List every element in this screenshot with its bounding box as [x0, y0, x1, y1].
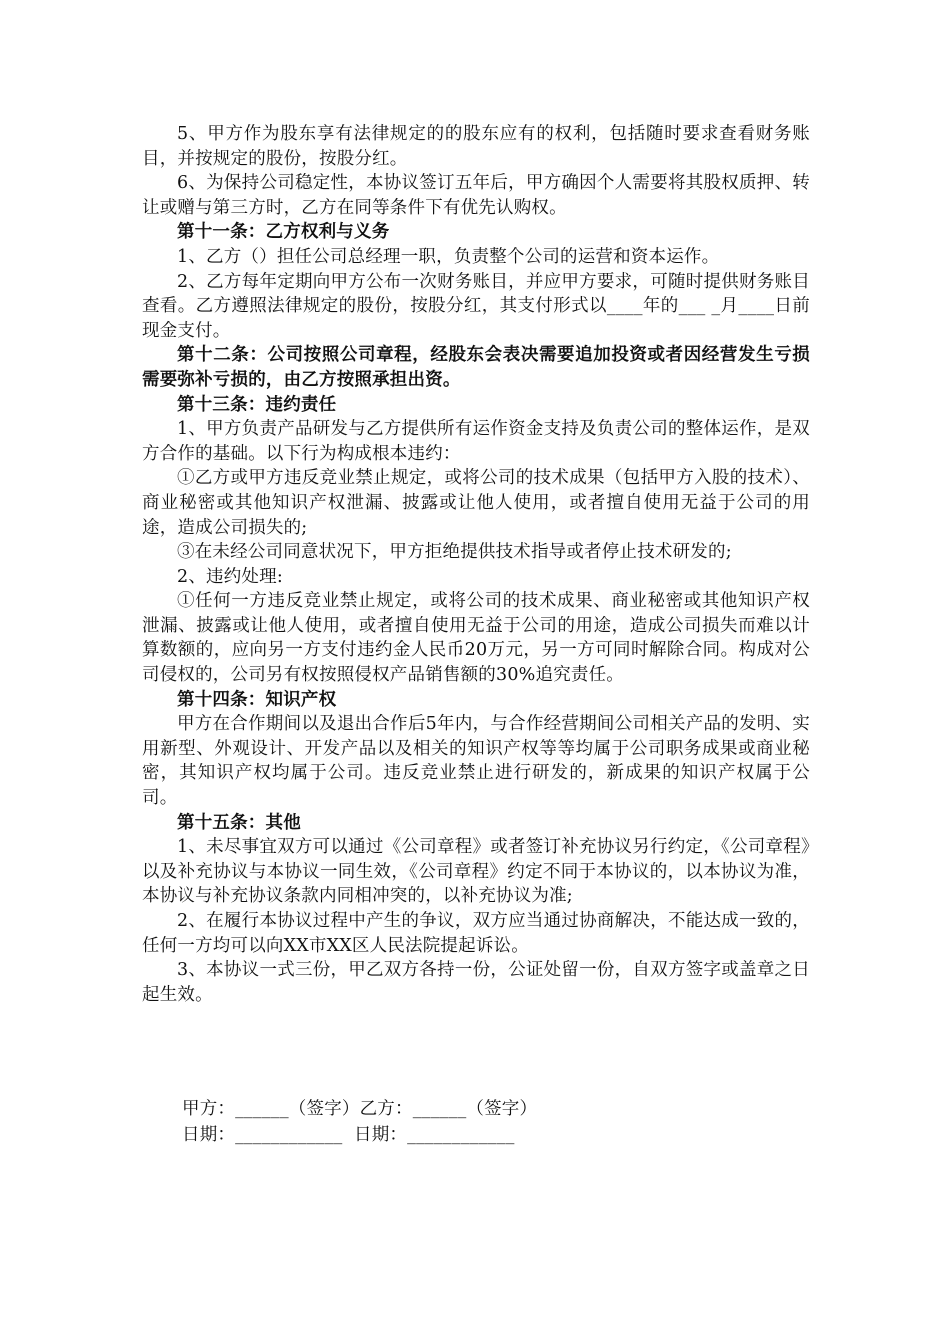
signature-line-party: 甲方：______（签字）乙方：______（签字）: [182, 1099, 538, 1119]
clause-paragraph: 2、乙方每年定期向甲方公布一次财务账目，并应甲方要求，可随时提供财务账目查看。乙方遵照法律规定的股份，按股分红，其支付形式以____年的___ _月____日前现金支付。: [142, 271, 810, 341]
clause-paragraph: 甲方在合作期间以及退出合作后5年内，与合作经营期间公司相关产品的发明、实用新型、外观设计、开发产品以及相关的知识产权等等均属于公司职务成果或商业秘密，其知识产权均属于公司。违反竞业禁止进行研发的，新成果的知识产权属于公司。: [142, 714, 810, 809]
clause-paragraph: ③在未经公司同意状况下，甲方拒绝提供技术指导或者停止技术研发的;: [177, 542, 732, 563]
paragraph-list: [142, 122, 810, 1007]
clause-paragraph: 3、本协议一式三份，甲乙双方各持一份，公证处留一份，自双方签字或盖章之日起生效。: [142, 960, 810, 1005]
signature-line-date: 日期：____________ 日期：____________: [182, 1125, 515, 1145]
clause-paragraph: 2、在履行本协议过程中产生的争议，双方应当通过协商解决，不能达成一致的，任何一方均可以向XX市XX区人民法院提起诉讼。: [142, 911, 810, 956]
article-heading: 第十五条：其他: [177, 812, 301, 833]
article-heading: 第十二条：公司按照公司章程，经股东会表决需要追加投资或者因经营发生亏损需要弥补亏损的，由乙方按照承担出资。: [142, 345, 810, 390]
clause-paragraph: 1、未尽事宜双方可以通过《公司章程》或者签订补充协议另行约定，《公司章程》以及补充协议与本协议一同生效，《公司章程》约定不同于本协议的，以本协议为准，本协议与补充协议条款内同相冲突的，以补充协议为准;: [142, 837, 810, 907]
article-heading: 第十一条：乙方权利与义务: [177, 222, 390, 243]
clause-paragraph: 5、甲方作为股东享有法律规定的的股东应有的权利，包括随时要求查看财务账目，并按规定的股份，按股分红。: [142, 124, 810, 169]
clause-paragraph: ①乙方或甲方违反竞业禁止规定，或将公司的技术成果（包括甲方入股的技术）、商业秘密或其他知识产权泄漏、披露或让他人使用，或者擅自使用无益于公司的用途，造成公司损失的;: [142, 468, 810, 538]
document-body: [142, 122, 810, 1007]
clause-paragraph: ①任何一方违反竞业禁止规定，或将公司的技术成果、商业秘密或其他知识产权泄漏、披露或让他人使用，或者擅自使用无益于公司的用途，造成公司损失而难以计算数额的，应向另一方支付违约金人民币20万元，另一方可同时解除合同。构成对公司侵权的，公司另有权按照侵权产品销售额的30%追究责任。: [142, 591, 810, 686]
article-heading: 第十四条：知识产权: [177, 689, 337, 710]
clause-paragraph: 1、甲方负责产品研发与乙方提供所有运作资金支持及负责公司的整体运作，是双方合作的基础。以下行为构成根本违约：: [142, 419, 810, 464]
clause-paragraph: 2、违约处理:: [177, 566, 283, 587]
clause-paragraph: 1、乙方（）担任公司总经理一职，负责整个公司的运营和资本运作。: [177, 246, 720, 267]
clause-paragraph: 6、为保持公司稳定性，本协议签订五年后，甲方确因个人需要将其股权质押、转让或赠与第三方时，乙方在同等条件下有优先认购权。: [142, 173, 810, 218]
signature-block: [182, 1096, 782, 1148]
article-heading: 第十三条：违约责任: [177, 394, 337, 415]
